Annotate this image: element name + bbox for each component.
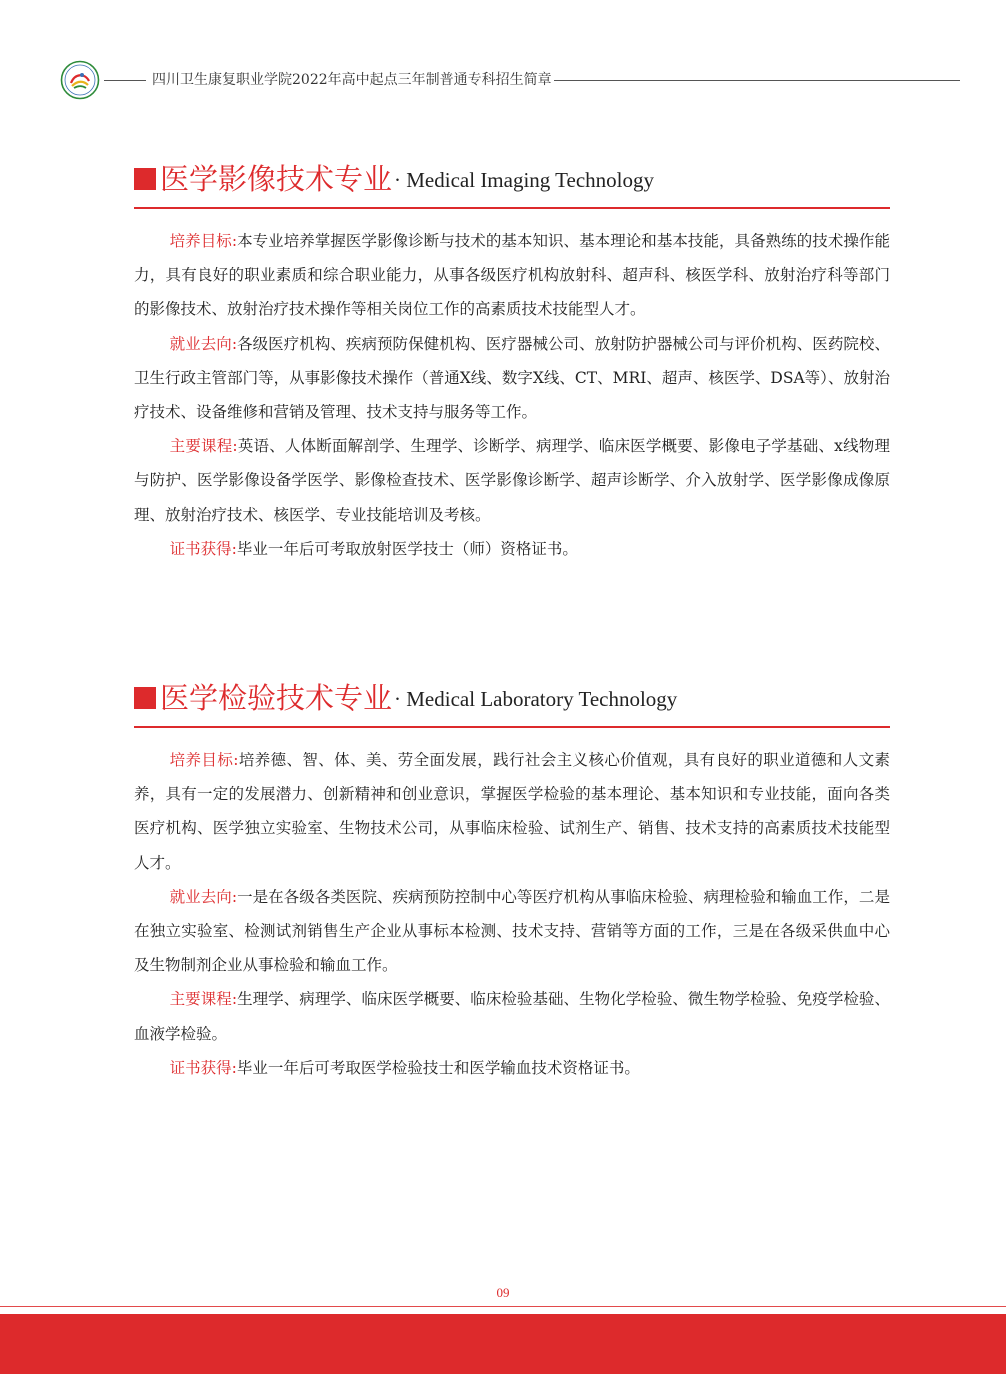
paragraph-label: 主要课程:: [169, 437, 238, 456]
school-logo-icon: [60, 60, 100, 100]
paragraph-employment: [134, 327, 890, 430]
paragraph-label: 就业去向:: [169, 334, 238, 353]
section-body: [134, 743, 890, 1085]
section-title-en: · Medical Laboratory Technology: [394, 687, 678, 711]
section-marker-square: [134, 168, 156, 190]
paragraph-text: 各级医疗机构、疾病预防保健机构、医疗器械公司、放射防护器械公司与评价机构、医药院校、卫生行政主管部门等，从事影像技术操作（普通X线、数字X线、CT、MRI、超声、核医学、DSA等）、放射治疗技术、设备维修和营销及管理、技术支持与服务等工作。: [134, 334, 890, 422]
paragraph-text: 一是在各级各类医院、疾病预防控制中心等医疗机构从事临床检验、病理检验和输血工作，二是在独立实验室、检测试剂销售生产企业从事标本检测、技术支持、营销等方面的工作，三是在各级采供血中心及生物制剂企业从事检验和输血工作。: [134, 887, 890, 975]
paragraph-text: 毕业一年后可考取医学检验技士和医学输血技术资格证书。: [236, 1058, 640, 1077]
section-title-en: · Medical Imaging Technology: [394, 168, 655, 192]
section-title-cn: 医学影像技术专业: [160, 162, 393, 196]
section-medical-laboratory: [134, 679, 890, 1077]
paragraph-text: 毕业一年后可考取放射医学技士（师）资格证书。: [236, 539, 578, 558]
paragraph-label: 证书获得:: [169, 539, 237, 558]
footer-rule: [0, 1306, 1006, 1307]
paragraph-label: 就业去向:: [169, 887, 238, 906]
section-marker-square: [134, 687, 156, 709]
section-medical-imaging: [134, 160, 890, 558]
paragraph-text: 培养德、智、体、美、劳全面发展，践行社会主义核心价值观，具有良好的职业道德和人文素养，具有一定的发展潜力、创新精神和创业意识，掌握医学检验的基本理论、基本知识和专业技能，面向各类医疗机构、医学独立实验室、生物技术公司，从事临床检验、试剂生产、销售、技术支持的高素质技术技能型人才。: [134, 751, 890, 872]
paragraph-label: 培养目标:: [169, 751, 239, 769]
page-number: 09: [496, 1285, 510, 1300]
paragraph-training-goal: [134, 743, 890, 880]
paragraph-label: 培养目标:: [169, 232, 238, 250]
section-heading: [134, 679, 890, 719]
header-rule-left: [104, 80, 146, 81]
paragraph-courses: [134, 429, 890, 532]
paragraph-certificate: [134, 1051, 890, 1085]
paragraph-text: 本专业培养掌握医学影像诊断与技术的基本知识、基本理论和基本技能，具备熟练的技术操作能力，具有良好的职业素质和综合职业能力，从事各级医疗机构放射科、超声科、核医学科、放射治疗科等部门的影像技术、放射治疗技术操作等相关岗位工作的高素质技术技能型人才。: [134, 232, 890, 319]
paragraph-courses: [134, 982, 890, 1050]
header-rule-right: [554, 80, 960, 81]
section-title-cn: 医学检验技术专业: [160, 681, 393, 715]
section-divider: [134, 207, 890, 209]
section-heading: [134, 160, 890, 200]
paragraph-label: 证书获得:: [169, 1058, 237, 1077]
page-header: [0, 58, 1006, 102]
section-body: [134, 224, 890, 566]
section-divider: [134, 726, 890, 728]
paragraph-training-goal: [134, 224, 890, 327]
paragraph-certificate: [134, 532, 890, 566]
paragraph-label: 主要课程:: [169, 990, 238, 1009]
footer-band: [0, 1314, 1006, 1374]
header-title: 四川卫生康复职业学院2022年高中起点三年制普通专科招生简章: [152, 72, 552, 88]
paragraph-text: 英语、人体断面解剖学、生理学、诊断学、病理学、临床医学概要、影像电子学基础、x线物理与防护、医学影像设备学医学、影像检查技术、医学影像诊断学、超声诊断学、介入放射学、医学影像成像原理、放射治疗技术、核医学、专业技能培训及考核。: [134, 437, 890, 524]
paragraph-text: 生理学、病理学、临床医学概要、临床检验基础、生物化学检验、微生物学检验、免疫学检验、血液学检验。: [134, 990, 890, 1043]
paragraph-employment: [134, 880, 890, 983]
